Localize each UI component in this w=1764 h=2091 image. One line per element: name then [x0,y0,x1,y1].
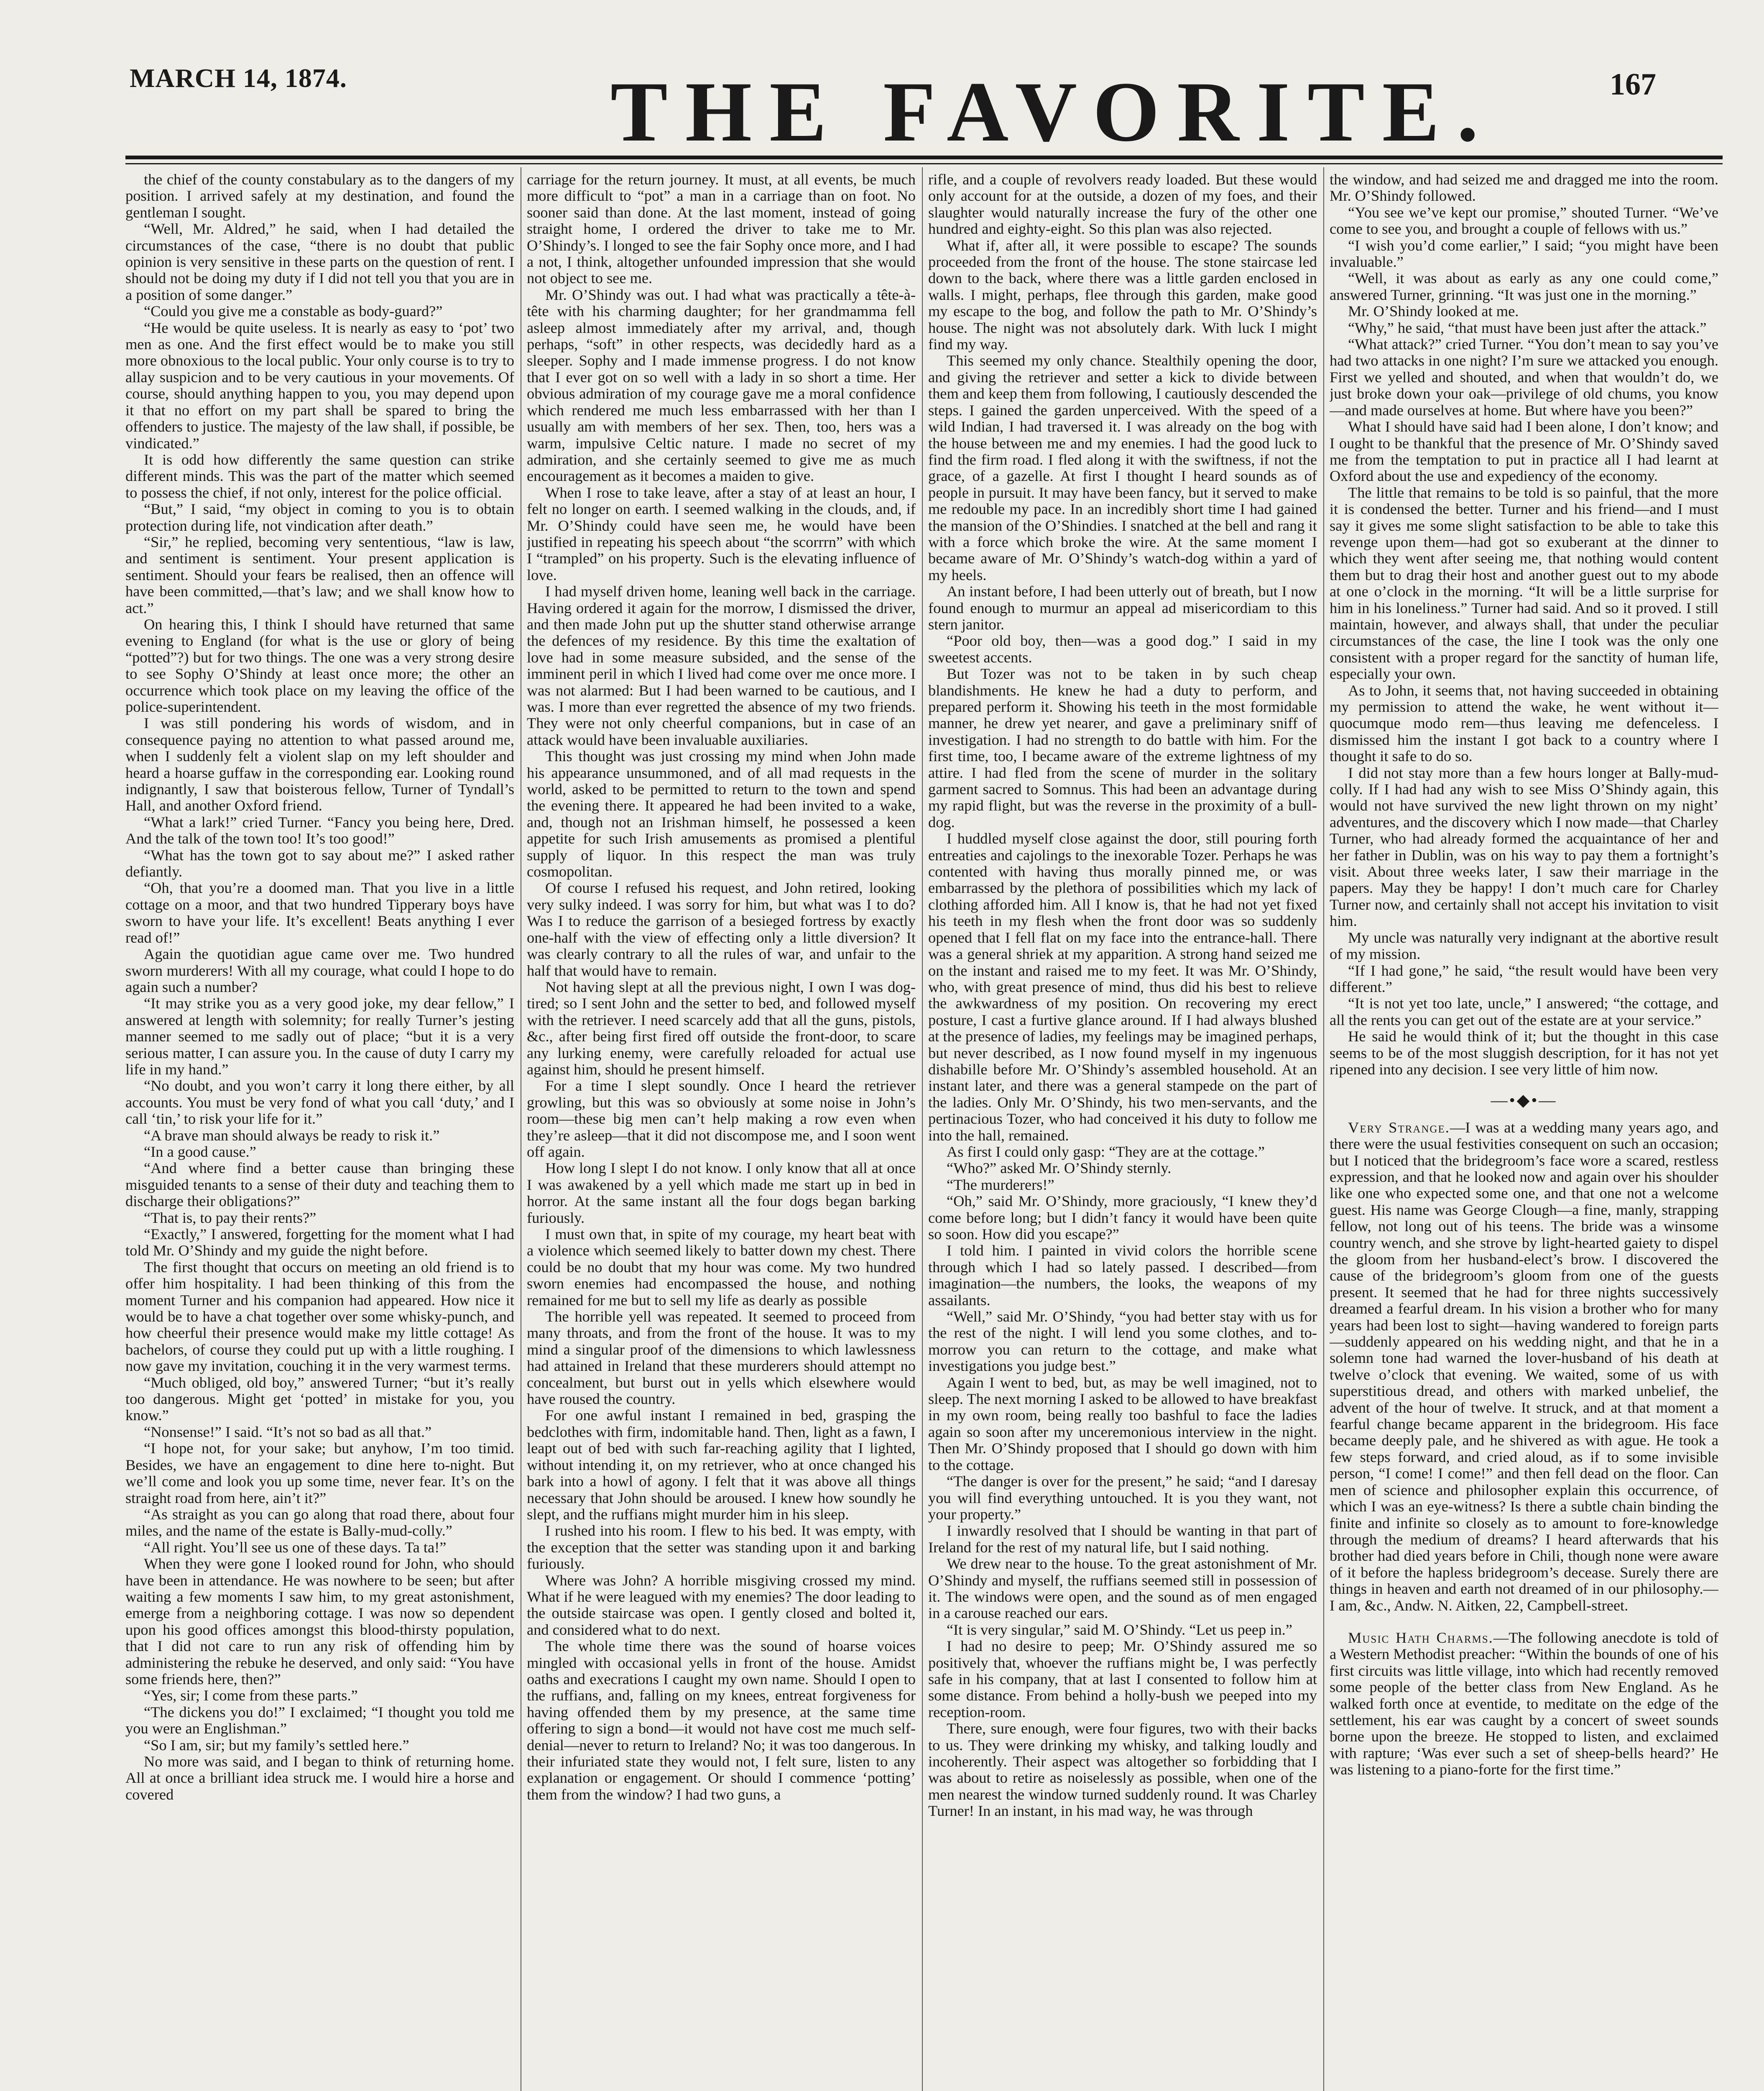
article-paragraph: carriage for the return journey. It must, at all events, be much more difficult to “pot” a man in a carriage than on foot. No sooner said than done. At the last moment, instead of going straight home, I ordered the driver to take me to Mr. O’Shindy’s. I longed to see the fair Sophy once more, and I had a not, I think, altogether unfounded impression that she would not object to see me. [527,171,916,287]
article-paragraph: The first thought that occurs on meeting an old friend is to offer him hospitality. I had been thinking of this from the moment Turner and his companion had appeared. How nice it would be to have a chat together over some whisky-punch, and how cheerful their presence would make my little cottage! As bachelors, of course they could put up with a little roughing. I now gave my invitation, couching it in the very warmest terms. [125,1258,514,1375]
article-paragraph: We drew near to the house. To the great astonishment of Mr. O’Shindy and myself, the ruffians seemed still in possession of it. The windows were open, and the sound as of men engaged in a carouse reached our ears. [928,1555,1317,1622]
article-paragraph: “In a good cause.” [144,1143,256,1160]
issue-date: MARCH 14, 1874. [130,63,347,93]
article-paragraph: “No doubt, and you won’t carry it long there either, by all accounts. You must be very fond of what you call ‘duty,’ and I call ‘tin,’ to risk your life for it.” [125,1077,514,1127]
article-paragraph: “What attack?” cried Turner. “You don’t mean to say you’ve had two attacks in one night? I’m sure we attacked you enough. First we yelled and shouted, and when that wouldn’t do, we just broke down your oak—privilege of old chums, you know—and made ourselves at home. But where have you been?” [1330,336,1718,419]
article-paragraph: “It may strike you as a very good joke, my dear fellow,” I answered at length with solemnity; for really Turner’s jesting manner seemed to me sadly out of place; “but it is a very serious matter, I can assure you. In the cause of duty I carry my life in my hand.” [125,995,514,1078]
article-paragraph: “Exactly,” I answered, forgetting for the moment what I had told Mr. O’Shindy and my guide the night before. [125,1226,514,1259]
article-paragraph: “Could you give me a constable as body-guard?” [144,303,443,320]
article-paragraph: Again the quotidian ague came over me. Two hundred sworn murderers! With all my courage, what could I hope to do again such a number? [125,946,514,995]
article-paragraph: When they were gone I looked round for John, who should have been in attendance. He was nowhere to be seen; but after waiting a few moments I saw him, to my great astonishment, emerge from a neighboring cottage. I was now so dependent upon his good offices amongst this blood-thirsty population, that I did not care to run any risk of offending him by administering the rebuke he deserved, and only said: “You have some friends here, then?” [125,1555,514,1687]
article-paragraph: “I wish you’d come earlier,” I said; “you might have been invaluable.” [1330,237,1718,271]
article-paragraph: He said he would think of it; but the thought in this case seems to be of the most sluggish description, for it has not yet ripened into any decision. I see very little of him now. [1330,1028,1718,1078]
article-paragraph: “So I am, sir; but my family’s settled here.” [144,1736,409,1754]
article-paragraph: No more was said, and I began to think of returning home. All at once a brilliant idea struck me. I would hire a horse and covered [125,1753,514,1803]
article-paragraph: I told him. I painted in vivid colors the horrible scene through which I had so lately passed. I described—from imagination—the numbers, the looks, the weapons of my assailants. [928,1242,1317,1309]
article-paragraph: Not having slept at all the previous night, I own I was dog-tired; so I sent John and the setter to bed, and followed myself with the retriever. I need scarcely add that all the guns, pistols, &c., after being first fired off outside the front-door, to scare any lurking enemy, were carefully reloaded for actual use against him, should he present himself. [527,978,916,1078]
article-paragraph: Of course I refused his request, and John retired, looking very sulky indeed. I was sorry for him, but what was I to do? Was I to reduce the garrison of a besieged fortress by exactly one-half with the view of effecting only a little diversion? It was clearly contrary to all the rules of war, and unfair to the half that would have to remain. [527,879,916,979]
article-paragraph: rifle, and a couple of revolvers ready loaded. But these would only account for at the outside, a dozen of my foes, and their slaughter would naturally increase the fury of the other one hundred and eighty-eight. So this plan was also rejected. [928,171,1317,238]
article-paragraph: “You see we’ve kept our promise,” shouted Turner. “We’ve come to see you, and brought a couple of fellows with us.” [1330,204,1718,238]
column-2 [527,171,916,2091]
article-paragraph: “Who?” asked Mr. O’Shindy sternly. [947,1160,1172,1177]
music-hath-charms-text: —The following anecdote is told of a Western Methodist preacher: “Within the bounds of one of his first circuits was little village, into which had recently removed some people of the better class from New England. As he walked forth once at eventide, to meditate on the edge of the settlement, his ear was caught by a concert of sweet sounds borne upon the breeze. He stopped to listen, and exclaimed with rapture; ‘Was ever such a set of sheep-bells heard?’ He was listening to a piano-forte for the first time.” [1330,1629,1718,1778]
article-paragraph: Mr. O’Shindy looked at me. [1348,303,1519,320]
article-paragraph: “The murderers!” [947,1176,1054,1193]
article-paragraph: What if, after all, it were possible to escape? The sounds proceeded from the front of the house. The stone staircase led down to the back, where there was a little garden enclosed in walls. I might, perhaps, flee through this garden, make good my escape to the bog, and follow the path to Mr. O’Shindy’s house. The night was not absolutely dark. With luck I might find my way. [928,237,1317,353]
article-paragraph: “The dickens you do!” I exclaimed; “I thought you told me you were an Englishman.” [125,1703,514,1737]
column-1 [125,171,514,2091]
article-paragraph: I must own that, in spite of my courage, my heart beat with a violence which seemed likely to batter down my chest. There could be no doubt that my hour was come. My two hundred sworn enemies had encompassed the house, and nothing remained for me but to sell my life as dearly as possible [527,1226,916,1309]
article-paragraph: “He would be quite useless. It is nearly as easy to ‘pot’ two men as one. And the first effect would be to make you still more obnoxious to the local public. Your only course is to try to allay suspicion and to be very cautious in your movements. Of course, should anything happen to you, you may depend upon it that no effort on my part shall be spared to bring the offenders to justice. The majesty of the law shall, if possible, be vindicated.” [125,319,514,452]
article-paragraph: “Why,” he said, “that must have been just after the attack.” [1348,319,1707,336]
very-strange-item [1330,1120,1718,1614]
article-paragraph: The horrible yell was repeated. It seemed to proceed from many throats, and from the front of the house. It was to my mind a singular proof of the dimensions to which lawlessness had attained in Ireland that these murderers should attempt no concealment, but burst out in yells which elsewhere would have roused the country. [527,1308,916,1408]
article-paragraph: “What has the town got to say about me?” I asked rather defiantly. [125,846,514,880]
column-divider [1323,167,1324,2091]
article-paragraph: What I should have said had I been alone, I don’t know; and I ought to be thankful that the presence of Mr. O’Shindy saved me from the temptation to put in practice all I had learnt at Oxford about the use and expediency of the economy. [1330,418,1718,485]
column-divider [922,167,923,2091]
article-paragraph: “As straight as you can go along that road there, about four miles, and the name of the estate is Bally-mud-colly.” [125,1506,514,1539]
article-paragraph: For one awful instant I remained in bed, grasping the bedclothes with firm, indomitable hand. Then, light as a fawn, I leapt out of bed with such far-reaching agility that I lighted, without intending it, on my retriever, who at once changed his bark into a howl of agony. I felt that it was above all things necessary that John should be aroused. I knew how soundly he slept, and the ruffians might murder him in his sleep. [527,1407,916,1523]
article-paragraph: “Sir,” he replied, becoming very sententious, “law is law, and sentiment is sentiment. Your present application is sentiment. Should your fears be realised, then an offence will have been committed,—that’s law; and we shall know how to act.” [125,533,514,616]
article-paragraph: “What a lark!” cried Turner. “Fancy you being here, Dred. And the talk of the town too! It’s too good!” [125,813,514,847]
article-paragraph: When I rose to take leave, after a stay of at least an hour, I felt no longer on earth. I seemed walking in the clouds, and, if Mr. O’Shindy could have seen me, he would have been justified in repeating his speech about “the scorrrn” with which I “trampled” on his property. Such is the elevating influence of love. [527,484,916,583]
article-paragraph: “Well,” said Mr. O’Shindy, “you had better stay with us for the rest of the night. I will lend you some clothes, and to-morrow you can return to the cottage, and make what investigations you judge best.” [928,1308,1317,1375]
article-paragraph: Again I went to bed, but, as may be well imagined, not to sleep. The next morning I asked to be allowed to have breakfast in my own room, being really too bashful to face the ladies again so soon after my unceremonious interview in the night. Then Mr. O’Shindy proposed that I should go down with him to the cottage. [928,1374,1317,1473]
article-paragraph: I huddled myself close against the door, still pouring forth entreaties and cajolings to the inexorable Tozer. Perhaps he was contented with having thus morally pinned me, or was embarrassed by the plethora of possibilities which my lack of clothing afforded him. All I know is, that he had not yet fixed his teeth in my flesh when the front door was so suddenly opened that I fell flat on my face into the entrance-hall. There was a general shriek at my apparition. A strong hand seized me on the instant and raised me to my feet. It was Mr. O’Shindy, who, with great presence of mind, thus did his best to relieve the awkwardness of my position. On recovering my erect posture, I cast a furtive glance around. If I had always blushed at the presence of ladies, my feelings may be imagined perhaps, but never described, as I now found myself in my ingenuous dishabille before Mr. O’Shindy’s assembled household. At an instant later, and there was a general stampede on the part of the ladies. Only Mr. O’Shindy, his two men-servants, and the pertinacious Tozer, who had conceived it his duty to follow me into the hall, remained. [928,830,1317,1144]
article-paragraph: I had myself driven home, leaning well back in the carriage. Having ordered it again for the morrow, I dismissed the driver, and then made John put up the shutter stand otherwise arrange the defences of my residence. By this time the exaltation of love had in some measure subsided, and the sense of the imminent peril in which I lived had come over me once more. I was not alarmed: But I had been warned to be cautious, and I was. I more than ever regretted the absence of my two friends. They were not only cheerful companions, but in case of an attack would have been invaluable auxiliaries. [527,583,916,748]
masthead-title: THE FAVORITE. [610,64,1496,159]
article-paragraph: For a time I slept soundly. Once I heard the retriever growling, but this was so obviously at some noise in John’s room—these big men can’t help making a row even when they’re asleep—that it did not discompose me, and I soon went off again. [527,1077,916,1160]
article-paragraph: “Yes, sir; I come from these parts.” [144,1687,358,1704]
article-paragraph: My uncle was naturally very indignant at the abortive result of my mission. [1330,929,1718,963]
article-paragraph: It is odd how differently the same question can strike different minds. This was the part of the matter which seemed to possess the chief, if not only, interest for the police official. [125,451,514,501]
article-paragraph: On hearing this, I think I should have returned that same evening to England (for what is the use or glory of being “potted”?) but for two things. The one was a very strong desire to see Sophy O’Shindy at least once more; the other an occurrence which took place on my leaving the office of the police-superintendent. [125,616,514,715]
page-header [0,0,1764,171]
article-paragraph: “A brave man should always be ready to risk it.” [144,1127,440,1144]
article-paragraph: I rushed into his room. I flew to his bed. It was empty, with the exception that the setter was standing upon it and barking furiously. [527,1522,916,1572]
article-paragraph: As to John, it seems that, not having succeeded in obtaining my permission to attend the wake, he went without it—quocumque modo rem—thus leaving me defenceless. I dismissed him the instant I got back to a country where I thought it safe to do so. [1330,682,1718,765]
article-paragraph: An instant before, I had been utterly out of breath, but I now found enough to murmur an appeal ad misericordiam to this stern janitor. [928,583,1317,633]
page-number: 167 [1610,67,1656,102]
article-paragraph: “Oh,” said Mr. O’Shindy, more graciously, “I knew they’d come before long; but I didn’t fancy it would have been quite so soon. How did you escape?” [928,1193,1317,1242]
music-hath-charms-heading: Music Hath Charms. [1348,1629,1493,1646]
article-paragraph: I inwardly resolved that I should be wanting in that part of Ireland for the rest of my natural life, but I said nothing. [928,1522,1317,1556]
article-paragraph: This thought was just crossing my mind when John made his appearance unsummoned, and of all mad requests in the world, asked to be permitted to return to the town and spend the evening there. It appeared he had been invited to a wake, and, though not an Irishman himself, he possessed a keen appetite for such Irish amusements as promised a plentiful supply of liquor. In this respect the man was truly cosmopolitan. [527,748,916,880]
article-paragraph: “It is very singular,” said M. O’Shindy. “Let us peep in.” [947,1621,1292,1638]
article-paragraph: “Well, Mr. Aldred,” he said, when I had detailed the circumstances of the case, “there is no doubt that public opinion is very sensitive in these parts on the question of rent. I should not be doing my duty if I did not tell you that you are in a position of some danger.” [125,220,514,303]
article-paragraph: “Nonsense!” I said. “It’s not so bad as all that.” [144,1423,432,1440]
section-ornament: —•◆•— [1491,1091,1557,1110]
article-paragraph: “That is, to pay their rents?” [144,1209,317,1226]
article-paragraph: The whole time there was the sound of hoarse voices mingled with occasional yells in front of the house. Amidst oaths and execrations I caught my own name. Should I open to the ruffians, and, falling on my knees, entreat forgiveness for having offended them by my presence, at the same time offering to sign a bond—it would not have cost me much self-denial—never to return to Ireland? No; it was too dangerous. In their infuriated state they would not, I felt sure, listen to any explanation or engagement. Or should I commence ‘potting’ them from the window? I had two guns, a [527,1638,916,1803]
header-rule-thin [125,163,1723,164]
column-4 [1330,171,1718,2091]
article-paragraph: the window, and had seized me and dragged me into the room. Mr. O’Shindy followed. [1330,171,1718,204]
article-paragraph: “If I had gone,” he said, “the result would have been very different.” [1330,962,1718,995]
music-hath-charms-item [1330,1630,1718,1778]
article-paragraph: “All right. You’ll see us one of these days. Ta ta!” [144,1539,447,1556]
article-paragraph: “The danger is over for the present,” he said; “and I daresay you will find everything untouched. It is you they want, not your property.” [928,1473,1317,1523]
article-paragraph: “Well, it was about as early as any one could come,” answered Turner, grinning. “It was just one in the morning.” [1330,270,1718,303]
article-paragraph: As first I could only gasp: “They are at the cottage.” [947,1143,1265,1160]
article-paragraph: This seemed my only chance. Stealthily opening the door, and giving the retriever and setter a kick to divide between them and keep them from following, I cautiously descended the steps. I gained the garden unperceived. With the speed of a wild Indian, I had traversed it. I was already on the bog with the house between me and my enemies. I had the good luck to find the firm road. I fled along it with the swiftness, if not the grace, of a gazelle. At first I thought I heard sounds as of people in pursuit. It may have been fancy, but it served to make me redouble my pace. In an incredibly short time I had gained the mansion of the O’Shindies. I snatched at the bell and rang it with a force which broke the wire. At the same moment I became aware of Mr. O’Shindy’s watch-dog within a yard of my heels. [928,352,1317,583]
article-paragraph: But Tozer was not to be taken in by such cheap blandishments. He knew he had a duty to perform, and prepared perform it. Showing his teeth in the most formidable manner, he drew yet nearer, and gave a preliminary sniff of investigation. I had no strength to do battle with him. For the first time, too, I became aware of the extreme lightness of my attire. I had fled from the scene of murder in the solitary garment sacred to Somnus. This had been an advantage during my rapid flight, but was the reverse in the proximity of a bull-dog. [928,665,1317,831]
article-paragraph: “Much obliged, old boy,” answered Turner; “but it’s really too dangerous. Might get ‘potted’ in mistake for you, you know.” [125,1374,514,1424]
article-paragraph: “Poor old boy, then—was a good dog.” I said in my sweetest accents. [928,632,1317,666]
article-paragraph: the chief of the county constabulary as to the dangers of my position. I arrived safely at my destination, and found the gentleman I sought. [125,171,514,221]
article-paragraph: Where was John? A horrible misgiving crossed my mind. What if he were leagued with my enemies? The door leading to the outside staircase was open. I gently closed and bolted it, and considered what to do next. [527,1572,916,1638]
article-paragraph: “It is not yet too late, uncle,” I answered; “the cottage, and all the rents you can get out of the estate are at your service.” [1330,995,1718,1028]
article-paragraph: I was still pondering his words of wisdom, and in consequence paying no attention to what passed around me, when I suddenly felt a violent slap on my left shoulder and heard a hoarse guffaw in the corresponding ear. Looking round indignantly, I saw that boisterous fellow, Turner of Tyndall’s Hall, and another Oxford friend. [125,715,514,814]
article-paragraph: The little that remains to be told is so painful, that the more it is condensed the better. Turner and his friend—and I must say it gives me some slight satisfaction to be able to take this revenge upon them—had got so exuberant at the dinner to which they went after seeing me, that nothing would content them but to drag their host and another guest out to my abode at one o’clock in the morning. “It will be a little surprise for him in his loneliness.” Turner had said. And so it proved. I still maintain, however, and always shall, that under the peculiar circumstances of the case, the line I took was the only one consistent with a proper regard for the sanctity of human life, especially your own. [1330,484,1718,683]
article-paragraph: How long I slept I do not know. I only know that all at once I was awakened by a yell which made me start up in bed in horror. At the same instant all the four dogs began barking furiously. [527,1160,916,1226]
article-paragraph: There, sure enough, were four figures, two with their backs to us. They were drinking my whisky, and talking loudly and incoherently. Their aspect was altogether so forbidding that I was about to retire as noiselessly as possible, when one of the men nearest the window turned suddenly round. It was Charley Turner! In an instant, in his mad way, he was through [928,1720,1317,1820]
article-paragraph: “Oh, that you’re a doomed man. That you live in a little cottage on a moor, and that two hundred Tipperary boys have sworn to have your life. It’s excellent! Beats anything I ever read of!” [125,879,514,946]
column-3 [928,171,1317,2091]
very-strange-heading: Very Strange. [1348,1119,1450,1136]
header-rule [125,156,1723,159]
very-strange-text: —I was at a wedding many years ago, and there were the usual festivities consequent on such an occasion; but I noticed that the bridegroom’s face wore a scared, restless expression, and that he looked now and again over his shoulder like one who expected some one, and that one not a welcome guest. His name was George Clough—a fine, manly, strapping fellow, not long out of his teens. The bride was a winsome country wench, and she strove by light-hearted gaiety to dispel the gloom from her husband-elect’s brow. I discovered the cause of the bridegroom’s gloom from one of the guests present. It seemed that he had for three nights successively dreamed a fearful dream. In his vision a brother who for many years had been lost to sight—having wandered to foreign parts—suddenly appeared on his wedding night, and that he in a solemn tone had warned the lover-husband of his death at twelve o’clock that evening. We waited, some of us with superstitious dread, and others with marked unbelief, the advent of the hour of twelve. It struck, and at that moment a fearful change became apparent in the bridegroom. His face became deeply pale, and he shivered as with ague. He took a few steps forward, and cried aloud, as if to some invisible person, “I come! I come!” and then fell dead on the floor. Can men of science and philosopher explain this occurrence, of which I was an eye-witness? Is there a subtle chain binding the finite and infinite so closely as to amount to fore-knowledge through the medium of dreams? I heard afterwards that his brother had died years before in Chili, though none were aware of it before the hapless bridegroom’s decease. Surely there are things in heaven and earth not dreamed of in our philosophy.—I am, &c., Andw. N. Aitken, 22, Campbell-street. [1330,1119,1718,1614]
article-paragraph: Mr. O’Shindy was out. I had what was practically a tête-à-tête with his charming daughter; for her grandmamma fell asleep almost immediately after my arrival, and, though perhaps, “soft” in other respects, was decidedly hard as a sleeper. Sophy and I made immense progress. I do not know that I ever got on so well with a lady in so short a time. Her obvious admiration of my courage gave me a moral confidence which rendered me much less embarrassed with her than I usually am with members of her sex. Then, too, hers was a warm, impulsive Celtic nature. I made no secret of my admiration, and she certainly seemed to give me as much encouragement as it becomes a maiden to give. [527,286,916,485]
article-paragraph: “But,” I said, “my object in coming to you is to obtain protection during life, not vindication after death.” [125,501,514,534]
article-paragraph: “And where find a better cause than bringing these misguided tenants to a sense of their duty and teaching them to discharge their obligations?” [125,1160,514,1210]
article-paragraph: I had no desire to peep; Mr. O’Shindy assured me so positively that, whoever the ruffians might be, I was perfectly safe in his company, that at last I consented to follow him at some distance. From behind a holly-bush we peeped into my reception-room. [928,1638,1317,1720]
article-paragraph: “I hope not, for your sake; but anyhow, I’m too timid. Besides, we have an engagement to dine here to-night. But we’ll come and look you up some time, never fear. It’s on the straight road from here, ain’t it?” [125,1440,514,1506]
article-paragraph: I did not stay more than a few hours longer at Bally-mud-colly. If I had had any wish to see Miss O’Shindy again, this would not have survived the new light thrown on my night’ adventures, and the discovery which I now made—that Charley Turner, who had already formed the acquaintance of her and her father in Dublin, was on his way to pay them a fortnight’s visit. About three weeks later, I saw their marriage in the papers. May they be happy! I don’t much care for Charley Turner now, and certainly shall not accept his invitation to visit him. [1330,764,1718,930]
